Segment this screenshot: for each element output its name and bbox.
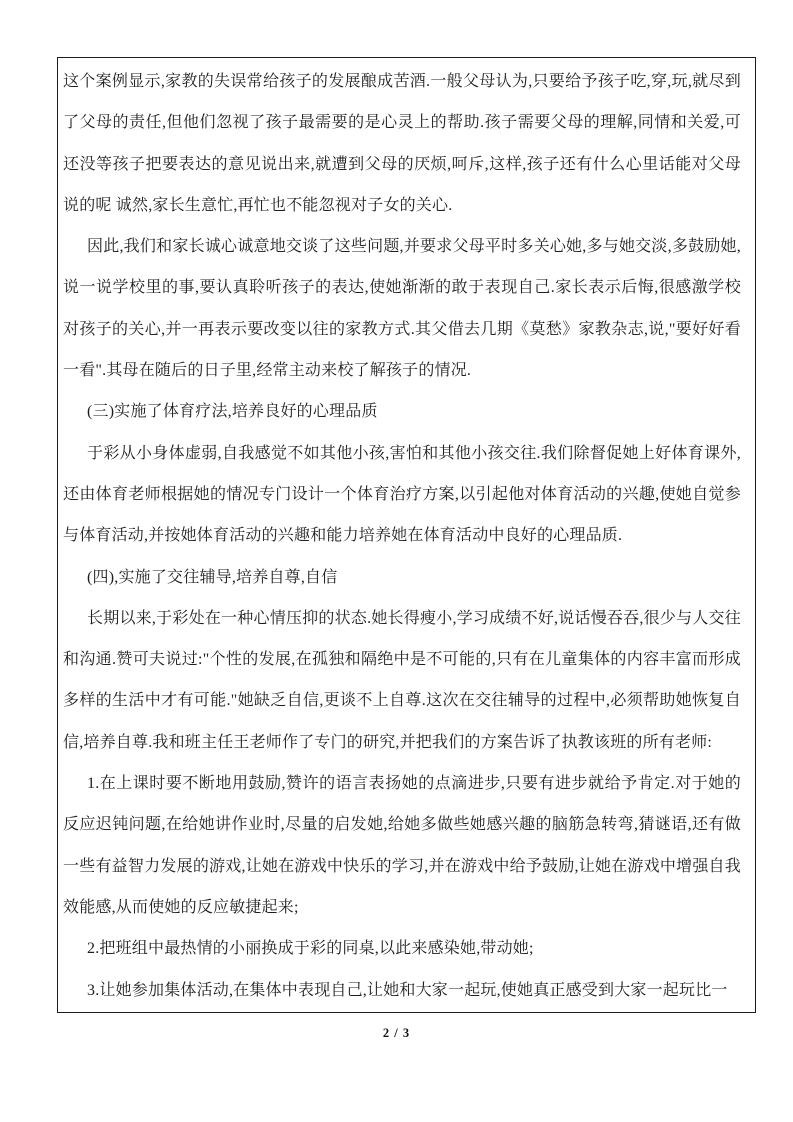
paragraph: 这个案例显示,家教的失误常给孩子的发展酿成苦酒.一般父母认为,只要给予孩子吃,穿,玩,就尽到了父母的责任,但他们忽视了孩子最需要的是心灵上的帮助.孩子需要父母的理解,同情和关爱,可还没等孩子把要表达的意见说出来,就遭到父母的厌烦,呵斥,这样,孩子还有什么心里话能对父母说的呢 诚然,家长生意忙,再忙也不能忽视对子女的关心.	[63, 73, 741, 214]
document-frame	[57, 57, 756, 1013]
paragraph: (四),实施了交往辅导,培养自尊,自信	[87, 568, 338, 586]
paragraph: (三)实施了体育疗法,培养良好的心理品质	[87, 403, 378, 421]
document-body	[63, 61, 741, 1011]
page-number: 2 / 3	[382, 1026, 411, 1040]
paragraph: 于彩从小身体虚弱,自我感觉不如其他小孩,害怕和其他小孩交往.我们除督促她上好体育课外,还由体育老师根据她的情况专门设计一个体育治疗方案,以引起他对体育活动的兴趣,使她自觉参与体育活动,并按她体育活动的兴趣和能力培养她在体育活动中良好的心理品质.	[63, 444, 741, 545]
paragraph: 3.让她参加集体活动,在集体中表现自己,让她和大家一起玩,使她真正感受到大家一起玩比一	[87, 981, 728, 999]
paragraph: 长期以来,于彩处在一种心情压抑的状态.她长得瘦小,学习成绩不好,说话慢吞吞,很少与人交往和沟通.赞可夫说过:"个性的发展,在孤独和隔绝中是不可能的,只有在儿童集体的内容丰富而形成多样的生活中才有可能."她缺乏自信,更谈不上自尊.这次在交往辅导的过程中,必须帮助她恢复自信,培养自尊.我和班主任王老师作了专门的研究,并把我们的方案告诉了执教该班的所有老师:	[63, 609, 741, 751]
paragraph: 因此,我们和家长诚心诚意地交谈了这些问题,并要求父母平时多关心她,多与她交淡,多鼓励她,说一说学校里的事,要认真聆听孩子的表达,使她渐渐的敢于表现自己.家长表示后悔,很感激学校对孩子的关心,并一再表示要改变以往的家教方式.其父借去几期《莫愁》家教杂志,说,"要好好看一看".其母在随后的日子里,经常主动来校了解孩子的情况.	[63, 238, 741, 380]
paragraph: 1.在上课时要不断地用鼓励,赞许的语言表扬她的点滴进步,只要有进步就给予肯定.对于她的反应迟钝问题,在给她讲作业时,尽量的启发她,给她多做些她感兴趣的脑筋急转弯,猜谜语,还有做一些有益智力发展的游戏,让她在游戏中快乐的学习,并在游戏中给予鼓励,让她在游戏中增强自我效能感,从而使她的反应敏捷起来;	[63, 775, 741, 916]
paragraph: 2.把班组中最热情的小丽换成于彩的同桌,以此来感染她,带动她;	[87, 940, 534, 958]
